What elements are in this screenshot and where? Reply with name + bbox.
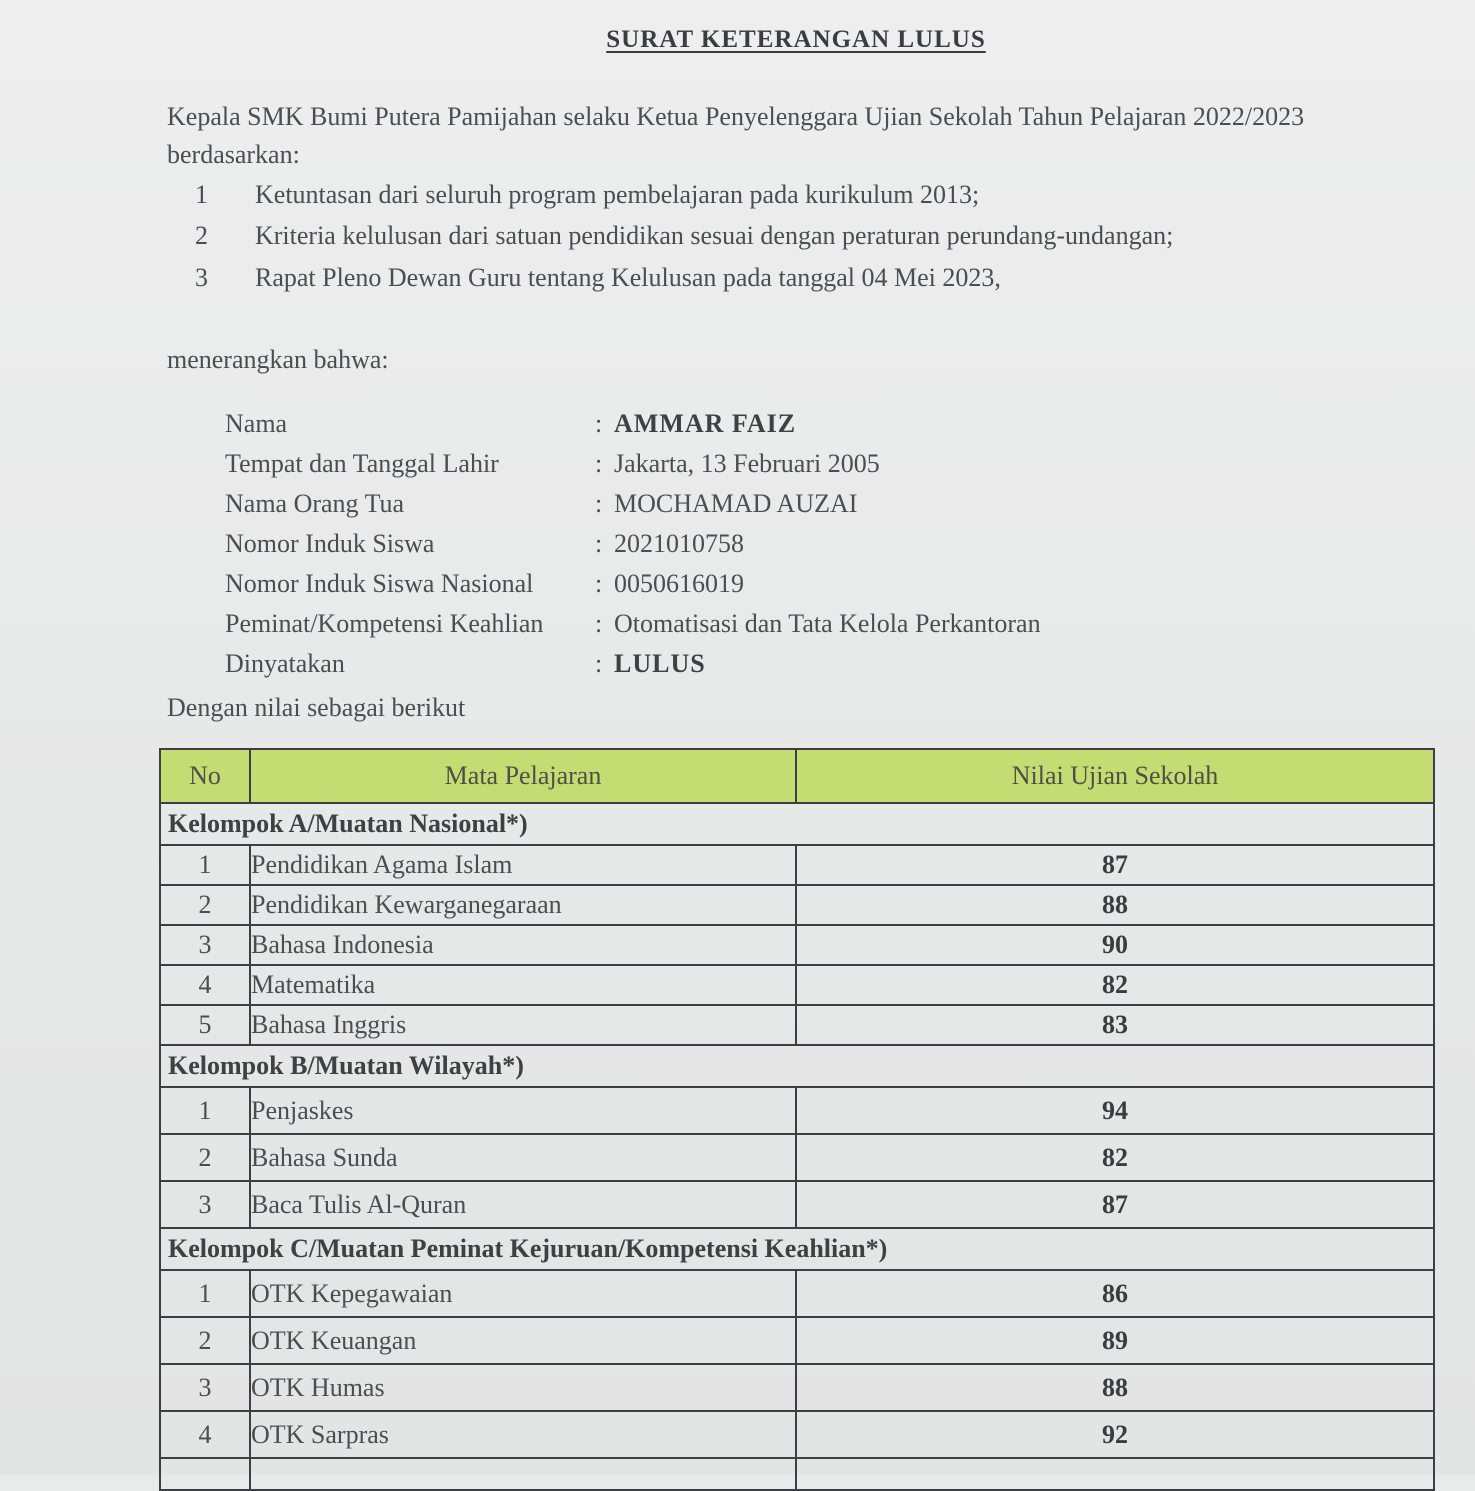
reasons-list xyxy=(167,174,1267,298)
empty-cell xyxy=(796,1458,1434,1490)
subject-name: OTK Humas xyxy=(250,1364,796,1411)
score-value: 86 xyxy=(796,1270,1434,1317)
reason-item xyxy=(167,174,1267,215)
table-row xyxy=(160,885,1434,925)
score-value: 90 xyxy=(796,925,1434,965)
group-title: Kelompok C/Muatan Peminat Kejuruan/Kompetensi Keahlian*) xyxy=(160,1228,1434,1270)
empty-cell xyxy=(160,1458,250,1490)
info-value: Jakarta, 13 Februari 2005 xyxy=(614,449,880,478)
grades-table xyxy=(159,748,1435,1491)
score-value: 87 xyxy=(796,1181,1434,1228)
table-row xyxy=(160,965,1434,1005)
score-value: 82 xyxy=(796,1134,1434,1181)
info-value: AMMAR FAIZ xyxy=(614,409,797,438)
subject-name: OTK Kepegawaian xyxy=(250,1270,796,1317)
score-value: 82 xyxy=(796,965,1434,1005)
reason-text: Kriteria kelulusan dari satuan pendidikan sesuai dengan peraturan perundang-undangan; xyxy=(255,221,1174,250)
reason-text: Ketuntasan dari seluruh program pembelajaran pada kurikulum 2013; xyxy=(255,180,980,209)
info-colon: : xyxy=(595,649,603,678)
table-row xyxy=(160,1317,1434,1364)
info-label: Nomor Induk Siswa Nasional xyxy=(225,569,534,598)
info-value: 0050616019 xyxy=(614,569,744,598)
table-row xyxy=(160,1005,1434,1045)
table-row xyxy=(160,1181,1434,1228)
score-value: 89 xyxy=(796,1317,1434,1364)
subject-name: Pendidikan Agama Islam xyxy=(250,845,796,885)
reason-text: Rapat Pleno Dewan Guru tentang Kelulusan pada tanggal 04 Mei 2023, xyxy=(255,263,1001,292)
info-value: MOCHAMAD AUZAI xyxy=(614,489,858,518)
info-label: Nomor Induk Siswa xyxy=(225,529,435,558)
info-colon: : xyxy=(595,529,603,558)
intro-paragraph: Kepala SMK Bumi Putera Pamijahan selaku Ketua Penyelenggara Ujian Sekolah Tahun Pelajaran 2022/2023 berdasarkan: xyxy=(167,102,1305,169)
score-value: 94 xyxy=(796,1087,1434,1134)
row-number: 5 xyxy=(160,1005,250,1045)
row-number: 3 xyxy=(160,1364,250,1411)
info-label: Tempat dan Tanggal Lahir xyxy=(225,449,499,478)
reason-item xyxy=(167,215,1267,256)
score-value: 83 xyxy=(796,1005,1434,1045)
document-title: SURAT KETERANGAN LULUS xyxy=(606,26,986,53)
subject-name: Penjaskes xyxy=(250,1087,796,1134)
row-number: 1 xyxy=(160,1270,250,1317)
closing-phrase: menerangkan bahwa: xyxy=(167,345,389,374)
subject-name: Pendidikan Kewarganegaraan xyxy=(250,885,796,925)
subject-name: OTK Keuangan xyxy=(250,1317,796,1364)
group-row xyxy=(160,1045,1434,1087)
subject-name: Bahasa Indonesia xyxy=(250,925,796,965)
row-number: 1 xyxy=(160,1087,250,1134)
table-row-partial xyxy=(160,1458,1434,1490)
row-number: 3 xyxy=(160,925,250,965)
reason-item xyxy=(167,257,1267,298)
info-label: Peminat/Kompetensi Keahlian xyxy=(225,609,544,638)
info-value: LULUS xyxy=(614,649,706,678)
info-colon: : xyxy=(595,409,603,438)
info-label: Nama Orang Tua xyxy=(225,489,405,518)
info-colon: : xyxy=(595,449,603,478)
score-value: 88 xyxy=(796,1364,1434,1411)
reason-number: 2 xyxy=(195,221,208,250)
subject-name: Bahasa Inggris xyxy=(250,1005,796,1045)
grades-body xyxy=(160,803,1434,1490)
subject-name: Matematika xyxy=(250,965,796,1005)
info-colon: : xyxy=(595,569,603,598)
info-label: Dinyatakan xyxy=(225,649,345,678)
row-number: 2 xyxy=(160,885,250,925)
table-header-row xyxy=(160,749,1434,803)
info-colon: : xyxy=(595,609,603,638)
row-number: 3 xyxy=(160,1181,250,1228)
table-row xyxy=(160,1364,1434,1411)
row-number: 4 xyxy=(160,1411,250,1458)
group-row xyxy=(160,803,1434,845)
row-number: 2 xyxy=(160,1134,250,1181)
info-value: Otomatisasi dan Tata Kelola Perkantoran xyxy=(614,609,1041,638)
subject-name: Bahasa Sunda xyxy=(250,1134,796,1181)
table-row xyxy=(160,845,1434,885)
group-title: Kelompok B/Muatan Wilayah*) xyxy=(160,1045,1434,1087)
row-number: 4 xyxy=(160,965,250,1005)
table-row xyxy=(160,1270,1434,1317)
table-row xyxy=(160,1087,1434,1134)
subject-name: OTK Sarpras xyxy=(250,1411,796,1458)
info-value: 2021010758 xyxy=(614,529,744,558)
group-title: Kelompok A/Muatan Nasional*) xyxy=(160,803,1434,845)
empty-cell xyxy=(250,1458,796,1490)
info-label: Nama xyxy=(225,409,288,438)
group-row xyxy=(160,1228,1434,1270)
row-number: 1 xyxy=(160,845,250,885)
table-row xyxy=(160,1411,1434,1458)
score-value: 92 xyxy=(796,1411,1434,1458)
reason-number: 1 xyxy=(195,180,208,209)
subject-name: Baca Tulis Al-Quran xyxy=(250,1181,796,1228)
header-score: Nilai Ujian Sekolah xyxy=(796,749,1434,803)
values-intro: Dengan nilai sebagai berikut xyxy=(167,693,466,722)
header-subject: Mata Pelajaran xyxy=(250,749,796,803)
table-row xyxy=(160,1134,1434,1181)
score-value: 87 xyxy=(796,845,1434,885)
reason-number: 3 xyxy=(195,263,208,292)
info-colon: : xyxy=(595,489,603,518)
row-number: 2 xyxy=(160,1317,250,1364)
score-value: 88 xyxy=(796,885,1434,925)
table-row xyxy=(160,925,1434,965)
header-no: No xyxy=(160,749,250,803)
